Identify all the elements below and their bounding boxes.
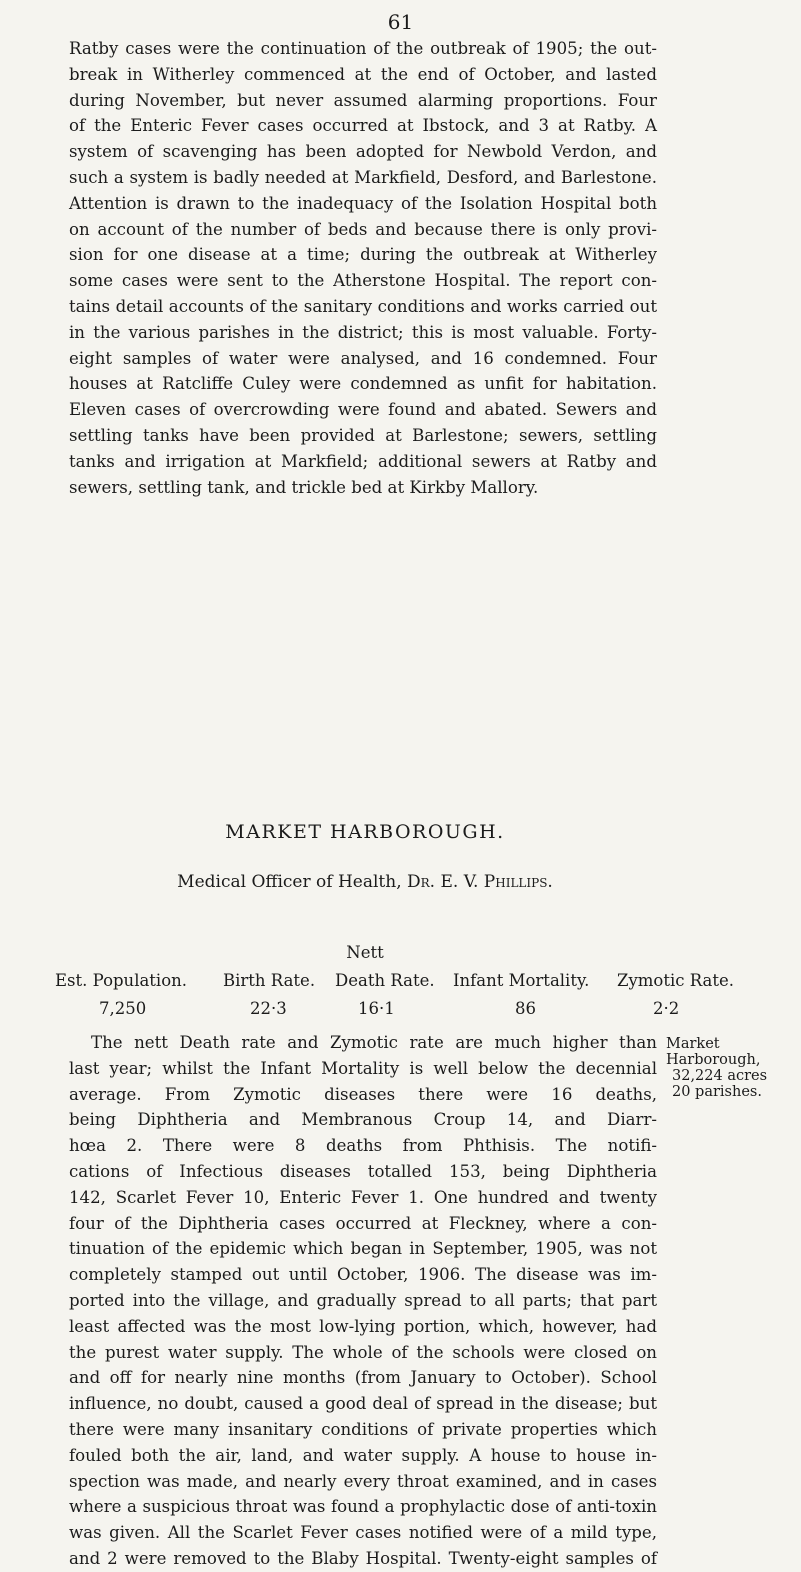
stats-value-population: 7,250 bbox=[99, 999, 147, 1018]
margin-note-line: 32,224 acres bbox=[672, 1068, 768, 1084]
stats-header-death-rate: Death Rate. bbox=[335, 971, 435, 990]
text-line: being Diphtheria and Membranous Croup 14, and Diarr- bbox=[69, 1110, 657, 1130]
medical-officer-line bbox=[0, 872, 730, 892]
text-line: Attention is drawn to the inadequacy of the Isolation Hospital both bbox=[69, 193, 657, 213]
text-line: break in Witherley commenced at the end of October, and lasted bbox=[69, 64, 657, 84]
text-line: the purest water supply. The whole of the schools were closed on bbox=[69, 1342, 657, 1362]
stats-header-infant-mortality: Infant Mortality. bbox=[453, 971, 590, 990]
text-line: least affected was the most low-lying portion, which, however, had bbox=[69, 1316, 657, 1336]
paragraph-market-harborough bbox=[69, 1030, 657, 1572]
text-line: in the various parishes in the district; this is most valuable. Forty- bbox=[69, 322, 657, 342]
officer-suffix: . bbox=[547, 872, 553, 892]
text-line: cations of Infectious diseases totalled 153, being Diphtheria bbox=[69, 1161, 657, 1181]
text-line: completely stamped out until October, 1906. The disease was im- bbox=[69, 1265, 657, 1285]
text-line: system of scavenging has been adopted for Newbold Verdon, and bbox=[69, 142, 657, 162]
text-line: 142, Scarlet Fever 10, Enteric Fever 1. One hundred and twenty bbox=[69, 1187, 657, 1207]
stats-nett-label: Nett bbox=[346, 943, 384, 962]
text-line: The nett Death rate and Zymotic rate are much higher than bbox=[91, 1033, 657, 1052]
text-line: during November, but never assumed alarming proportions. Four bbox=[69, 90, 657, 110]
text-line: hœa 2. There were 8 deaths from Phthisis. The notifi- bbox=[69, 1136, 657, 1156]
text-line: tains detail accounts of the sanitary conditions and works carried out bbox=[69, 296, 657, 316]
text-line: sion for one disease at a time; during the outbreak at Witherley bbox=[69, 245, 657, 265]
stats-value-infant-mortality: 86 bbox=[515, 999, 536, 1018]
stats-header-zymotic-rate: Zymotic Rate. bbox=[617, 971, 735, 990]
text-line: tanks and irrigation at Markfield; additional sewers at Ratby and bbox=[69, 451, 657, 471]
text-line: where a suspicious throat was found a prophylactic dose of anti-toxin bbox=[69, 1497, 657, 1517]
paragraph-ratby bbox=[69, 36, 657, 500]
text-line: eight samples of water were analysed, and 16 condemned. Four bbox=[69, 348, 657, 368]
text-line: Ratby cases were the continuation of the outbreak of 1905; the out- bbox=[69, 39, 657, 58]
text-line: average. From Zymotic diseases there were 16 deaths, bbox=[69, 1084, 657, 1104]
margin-note-line: Harborough, bbox=[666, 1052, 761, 1068]
stats-header-population: Est. Population. bbox=[55, 971, 188, 990]
text-line: influence, no doubt, caused a good deal of spread in the disease; but bbox=[69, 1394, 657, 1414]
text-line: and off for nearly nine months (from January to October). School bbox=[69, 1368, 657, 1388]
margin-note-line: Market bbox=[666, 1036, 720, 1052]
text-line: settling tanks have been provided at Barlestone; sewers, settling bbox=[69, 425, 657, 445]
text-line: such a system is badly needed at Markfield, Desford, and Barlestone. bbox=[69, 167, 657, 187]
text-line: tinuation of the epidemic which began in September, 1905, was not bbox=[69, 1239, 657, 1259]
text-line: of the Enteric Fever cases occurred at Ibstock, and 3 at Ratby. A bbox=[69, 116, 657, 136]
section-heading: MARKET HARBOROUGH. bbox=[225, 821, 505, 843]
stats-value-birth-rate: 22·3 bbox=[250, 999, 287, 1018]
text-line: houses at Ratcliffe Culey were condemned as unfit for habitation. bbox=[69, 374, 657, 394]
page-number: 61 bbox=[387, 10, 414, 34]
stats-value-death-rate: 16·1 bbox=[358, 999, 395, 1018]
stats-header-birth-rate: Birth Rate. bbox=[223, 971, 316, 990]
text-line: spection was made, and nearly every throat examined, and in cases bbox=[69, 1471, 657, 1491]
stats-value-zymotic-rate: 2·2 bbox=[653, 999, 680, 1018]
officer-name: Dr. E. V. Phillips bbox=[407, 872, 548, 892]
officer-prefix: Medical Officer of Health, bbox=[177, 872, 407, 892]
text-line: on account of the number of beds and because there is only provi- bbox=[69, 219, 657, 239]
text-line: there were many insanitary conditions of private properties which bbox=[69, 1419, 657, 1439]
text-line: sewers, settling tank, and trickle bed at Kirkby Mallory. bbox=[69, 477, 539, 497]
margin-note bbox=[666, 1036, 801, 1100]
text-line: last year; whilst the Infant Mortality is well below the decennial bbox=[69, 1058, 657, 1078]
margin-note-line: 20 parishes. bbox=[672, 1084, 762, 1100]
text-line: four of the Diphtheria cases occurred at Fleckney, where a con- bbox=[69, 1213, 657, 1233]
text-line: and 2 were removed to the Blaby Hospital. Twenty-eight samples of bbox=[69, 1548, 657, 1568]
text-line: some cases were sent to the Atherstone Hospital. The report con- bbox=[69, 271, 657, 291]
text-line: was given. All the Scarlet Fever cases notified were of a mild type, bbox=[69, 1523, 657, 1543]
text-line: fouled both the air, land, and water supply. A house to house in- bbox=[69, 1445, 657, 1465]
text-line: ported into the village, and gradually spread to all parts; that part bbox=[69, 1290, 657, 1310]
text-line: Eleven cases of overcrowding were found and abated. Sewers and bbox=[69, 400, 657, 420]
